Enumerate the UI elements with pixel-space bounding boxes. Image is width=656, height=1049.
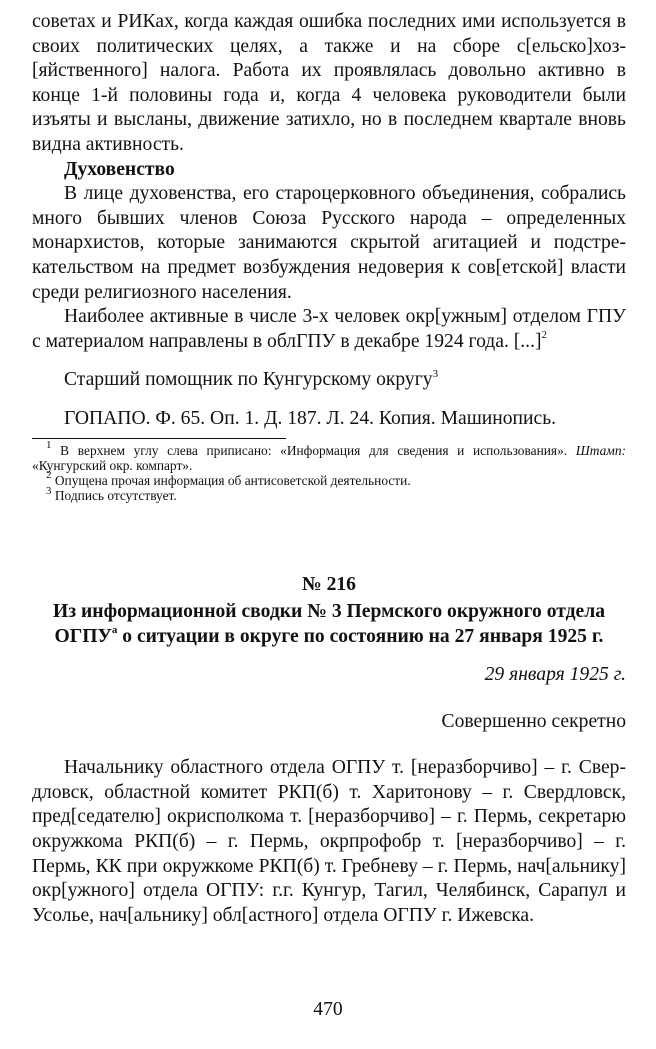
clergy-paragraph-1: В лице духовенства, его староцерковного объединения, собрались много бывших членов Союза Русского народа – определенных монархистов, которые занимаются скрытой агитацией и подстрекательством на предмет возбуждения недоверия к сов[етской] власти среди религиозного населения. [32, 183, 626, 303]
clergy-heading: Духовенство [64, 158, 175, 180]
signature-text: Старший помощник по Кунгурскому округу [64, 369, 433, 391]
continuation-paragraph: советах и РИКах, когда каждая ошибка последних ими используется в своих политических целях, а также и на сборе с[ельско]хоз[яйственного] налога. Работа их проявлялась довольно активно в конце 1-й половины года и, когда 4 человека руководители были изъяты и высланы, движение затихло, но в последнем квартале вновь видна активность. [32, 11, 626, 155]
document-number: № 216 [302, 574, 356, 596]
document-date: 29 января 1925 г. [484, 664, 626, 686]
archive-reference: ГОПАПО. Ф. 65. Оп. 1. Д. 187. Л. 24. Копия. Машинопись. [64, 407, 557, 429]
signature-line [64, 368, 626, 393]
footnote-1 [32, 439, 626, 473]
footnote-3-number: 3 [46, 484, 52, 497]
clergy-paragraph-2 [32, 305, 626, 354]
document-title-b: о ситуации в округе по состоянию на 27 января 1925 г. [117, 625, 604, 647]
footnote-divider [32, 438, 286, 439]
footnote-1-text-a: В верхнем углу слева приписано: «Информация для сведения и использования». [60, 442, 576, 458]
footnote-2 [32, 469, 626, 488]
footnote-ref-2: 2 [541, 329, 548, 342]
footnote-1-text-b: «Кунгурский окр. компарт». [32, 457, 193, 473]
addressees-paragraph: Начальнику областного отдела ОГПУ т. [неразборчиво] – г. Свердловск, областной комитет РКП(б) т. Харитонову – г. Свердловск, пред[седателю] окрисполкома т. [неразборчиво] – г. Пермь, секретарю окружкома РКП(б) – г. Пермь, окрпрофобр т. [неразборчиво] – г. Пермь, КК при окружкоме РКП(б) т. Гребневу – г. Пермь, нач[альнику] окр[ужного] отдела ОГПУ: г.г. Кунгур, Тагил, Челябинск, Сарапул и Усолье, нач[альнику] обл[астного] отдела ОГПУ г. Ижевска. [32, 757, 626, 926]
footnote-2-number: 2 [46, 469, 52, 482]
document-title-note: а [111, 623, 118, 636]
footnote-1-italic: Штамп: [575, 442, 626, 458]
document-title [32, 600, 626, 649]
footnote-1-number: 1 [46, 439, 52, 452]
footnote-2-text: Опущена прочая информация об антисоветской деятельности. [54, 472, 411, 488]
footnote-3 [32, 484, 626, 504]
document-title-a: Из информационной сводки № 3 Пермского окружного отдела ОГПУ [52, 600, 606, 647]
footnote-ref-3: 3 [432, 367, 439, 380]
clergy-paragraph-2-text: Наиболее активные в числе 3-х человек окр[ужным] отделом ГПУ с материалом направлены в облГПУ в декабре 1924 года. [...] [32, 306, 626, 352]
classification-label: Совершенно секретно [441, 710, 626, 732]
page-content [32, 10, 626, 928]
footnote-3-text: Подпись отсутствует. [54, 488, 177, 504]
page-number: 470 [313, 999, 343, 1020]
